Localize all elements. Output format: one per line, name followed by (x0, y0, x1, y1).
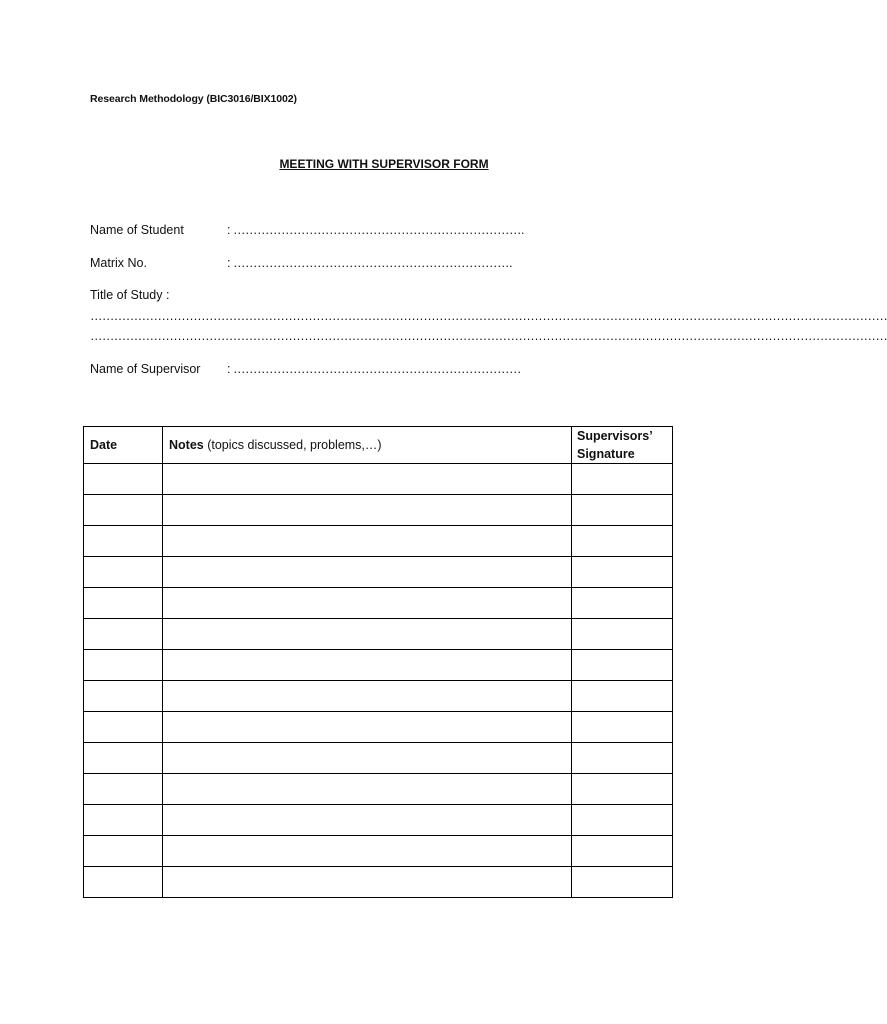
signature-cell[interactable] (572, 774, 673, 805)
signature-cell[interactable] (572, 743, 673, 774)
table-row (84, 495, 673, 526)
date-cell[interactable] (84, 650, 163, 681)
supervisor-name-field[interactable]: : ……………………………………………………………… (227, 362, 521, 376)
title-of-study-label: Title of Study : (90, 288, 170, 302)
table-row (84, 774, 673, 805)
notes-cell[interactable] (163, 588, 572, 619)
notes-header-detail: (topics discussed, problems,…) (203, 438, 382, 452)
meeting-log-table (83, 426, 673, 898)
notes-header-bold: Notes (169, 438, 204, 452)
signature-cell[interactable] (572, 805, 673, 836)
notes-header-label (163, 438, 571, 452)
notes-cell[interactable] (163, 836, 572, 867)
date-cell[interactable] (84, 588, 163, 619)
table-row (84, 557, 673, 588)
signature-column-header (572, 427, 673, 464)
signature-header-line-2: Signature (577, 447, 635, 461)
signature-cell[interactable] (572, 712, 673, 743)
table-row (84, 464, 673, 495)
title-of-study-field-line-1[interactable]: ………………………………………………………………………………………………………………………………………………………………………………… (90, 309, 887, 323)
student-name-field[interactable]: : ………………………………………………………………. (227, 223, 524, 237)
notes-cell[interactable] (163, 557, 572, 588)
table-row (84, 650, 673, 681)
table-row (84, 836, 673, 867)
signature-cell[interactable] (572, 557, 673, 588)
notes-cell[interactable] (163, 495, 572, 526)
notes-cell[interactable] (163, 743, 572, 774)
notes-cell[interactable] (163, 464, 572, 495)
table-row (84, 867, 673, 898)
signature-cell[interactable] (572, 681, 673, 712)
notes-column-header (163, 427, 572, 464)
title-of-study-field-line-2[interactable]: ………………………………………………………………………………………………………………………………………………………………………………… (90, 329, 887, 343)
meeting-log-body (84, 464, 673, 898)
date-column-header (84, 427, 163, 464)
notes-cell[interactable] (163, 774, 572, 805)
notes-cell[interactable] (163, 712, 572, 743)
date-cell[interactable] (84, 743, 163, 774)
signature-cell[interactable] (572, 588, 673, 619)
notes-cell[interactable] (163, 526, 572, 557)
table-row (84, 588, 673, 619)
date-cell[interactable] (84, 712, 163, 743)
signature-cell[interactable] (572, 495, 673, 526)
table-row (84, 743, 673, 774)
notes-cell[interactable] (163, 867, 572, 898)
date-cell[interactable] (84, 557, 163, 588)
date-cell[interactable] (84, 774, 163, 805)
signature-header-line-1: Supervisors’ (577, 429, 653, 443)
notes-cell[interactable] (163, 681, 572, 712)
date-cell[interactable] (84, 805, 163, 836)
signature-cell[interactable] (572, 650, 673, 681)
table-row (84, 619, 673, 650)
course-title: Research Methodology (BIC3016/BIX1002) (90, 93, 297, 105)
signature-header-label (572, 427, 672, 463)
matrix-no-label: Matrix No. (90, 256, 147, 270)
matrix-no-field[interactable]: : ……………………………………………………………. (227, 256, 512, 270)
notes-cell[interactable] (163, 650, 572, 681)
signature-cell[interactable] (572, 526, 673, 557)
date-cell[interactable] (84, 681, 163, 712)
date-cell[interactable] (84, 867, 163, 898)
signature-cell[interactable] (572, 619, 673, 650)
supervisor-name-label: Name of Supervisor (90, 362, 201, 376)
date-cell[interactable] (84, 464, 163, 495)
notes-cell[interactable] (163, 805, 572, 836)
student-name-label: Name of Student (90, 223, 184, 237)
table-row (84, 712, 673, 743)
signature-cell[interactable] (572, 464, 673, 495)
signature-cell[interactable] (572, 867, 673, 898)
signature-cell[interactable] (572, 836, 673, 867)
date-cell[interactable] (84, 836, 163, 867)
notes-cell[interactable] (163, 619, 572, 650)
date-header-label: Date (90, 438, 118, 452)
date-cell[interactable] (84, 526, 163, 557)
table-row (84, 681, 673, 712)
table-row (84, 526, 673, 557)
date-cell[interactable] (84, 495, 163, 526)
date-cell[interactable] (84, 619, 163, 650)
table-header-row (84, 427, 673, 464)
form-title: MEETING WITH SUPERVISOR FORM (279, 157, 489, 171)
table-row (84, 805, 673, 836)
